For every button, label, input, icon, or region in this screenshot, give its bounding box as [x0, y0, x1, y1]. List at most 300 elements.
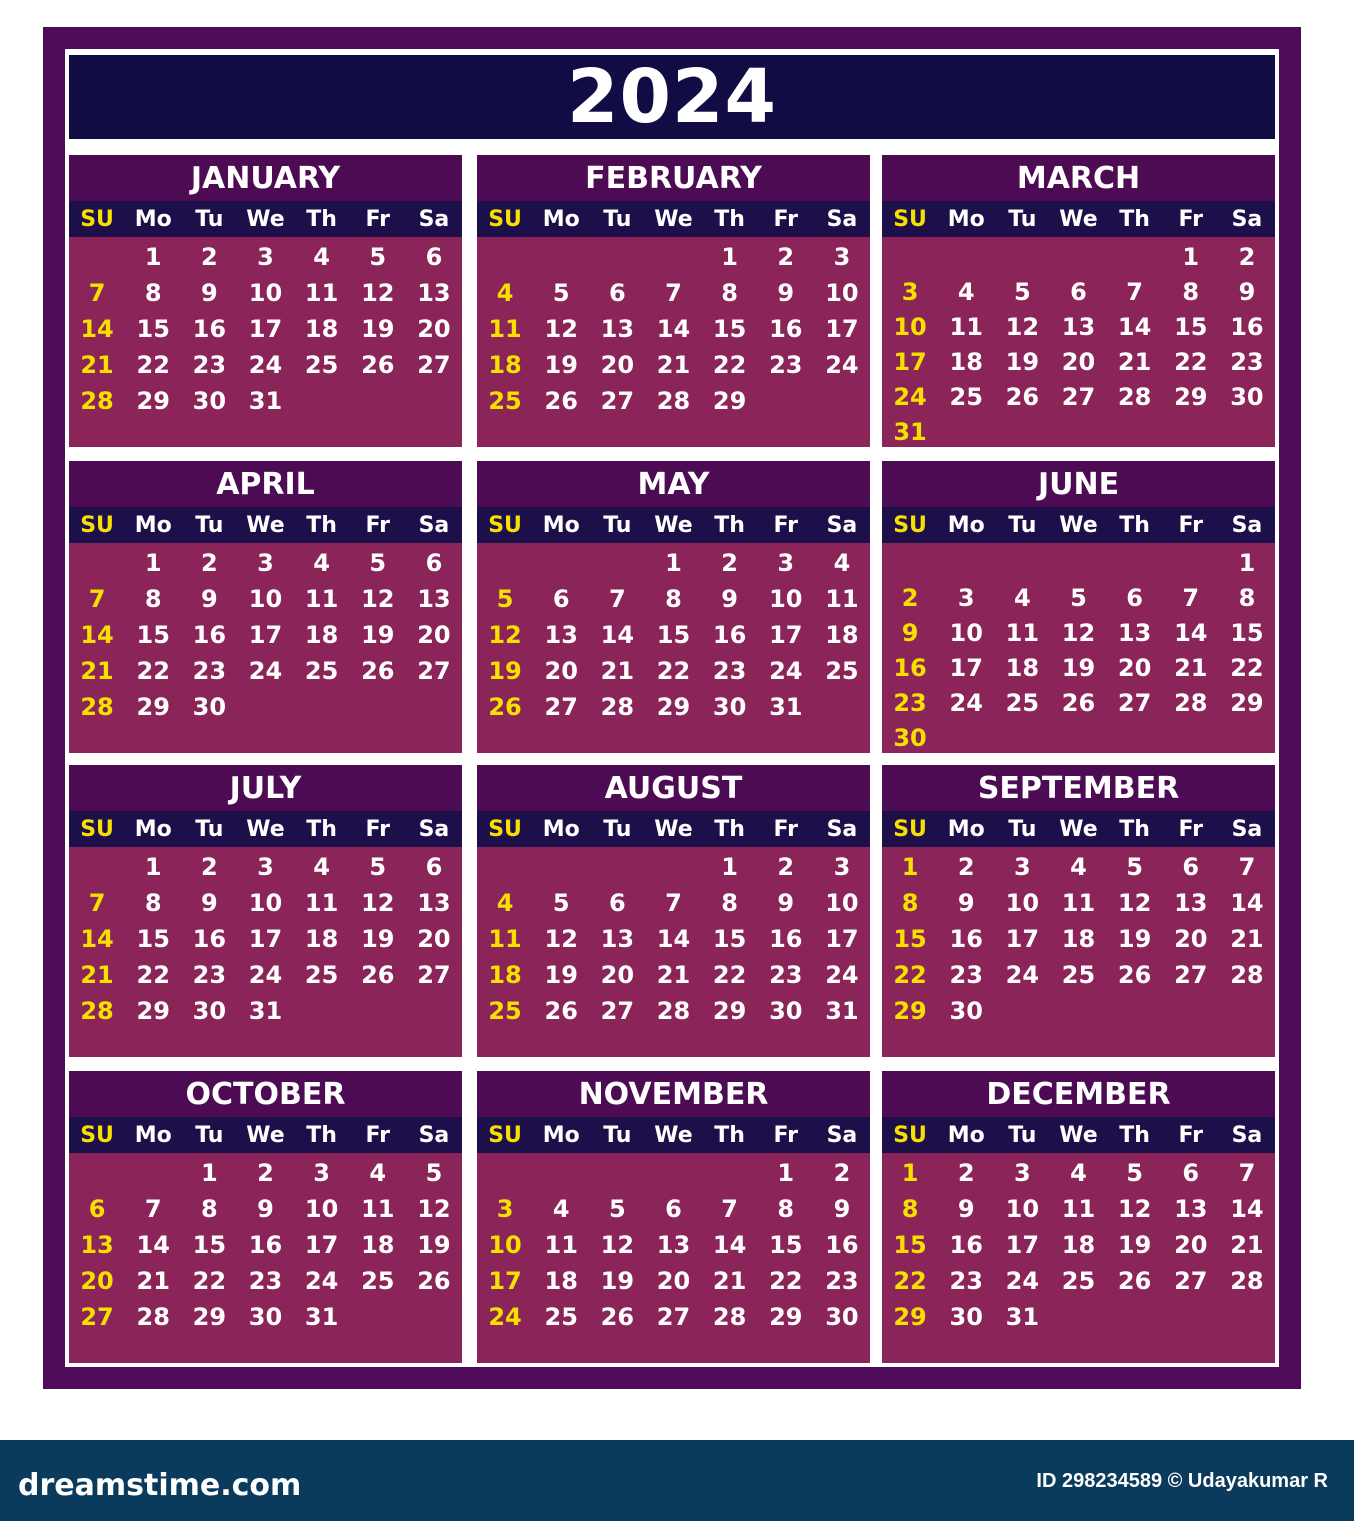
date-cell: 11	[1061, 889, 1096, 917]
date-cell: 1	[665, 549, 682, 577]
date-cell: 22	[769, 1267, 803, 1295]
weekday-header-row	[69, 811, 462, 847]
weekday-label: Tu	[195, 512, 224, 538]
date-cell: 11	[949, 312, 983, 341]
date-cell: 27	[600, 387, 635, 415]
date-cell: 2	[201, 243, 218, 271]
empty-day-cell	[477, 545, 533, 581]
date-cell: 27	[417, 351, 451, 379]
weekday-label: Sa	[1231, 816, 1263, 842]
date-cell: 22	[136, 657, 170, 685]
date-cell: 28	[1230, 961, 1264, 989]
date-cell: 23	[192, 351, 227, 379]
weekday-label: Fr	[1178, 206, 1204, 232]
date-cell: 4	[313, 549, 330, 577]
date-cell: 2	[957, 853, 975, 881]
date-cell: 21	[1117, 347, 1152, 376]
date-cell: 20	[656, 1267, 691, 1295]
date-cell: 27	[1117, 688, 1152, 717]
date-cell: 17	[304, 1231, 339, 1259]
month-name: DECEMBER	[882, 1071, 1275, 1117]
date-cell: 28	[1174, 688, 1208, 717]
date-cell: 11	[304, 279, 339, 307]
day-grid	[477, 847, 870, 1029]
date-cell: 14	[136, 1231, 170, 1259]
date-cell: 11	[361, 1195, 395, 1223]
weekday-label: SU	[893, 206, 927, 232]
day-grid	[477, 237, 870, 419]
date-cell: 11	[1005, 618, 1040, 647]
empty-day-cell	[994, 545, 1050, 580]
date-cell: 18	[304, 925, 339, 953]
date-cell: 25	[949, 382, 983, 411]
empty-day-cell	[994, 239, 1050, 274]
sunday-date: 29	[893, 1303, 927, 1331]
date-cell: 10	[304, 1195, 339, 1223]
date-cell: 6	[425, 243, 443, 271]
weekday-label: SU	[893, 816, 927, 842]
empty-day-cell	[69, 1155, 125, 1191]
date-cell: 12	[1117, 889, 1152, 917]
date-cell: 5	[1014, 277, 1031, 306]
date-cell: 25	[1005, 688, 1040, 717]
sunday-date: 4	[496, 889, 514, 917]
sunday-date: 22	[893, 1267, 927, 1295]
weekday-label: Th	[306, 816, 337, 842]
date-cell: 7	[721, 1195, 738, 1223]
date-cell: 9	[201, 279, 218, 307]
year-title-bar	[69, 55, 1275, 139]
date-cell: 11	[304, 889, 339, 917]
day-grid	[882, 237, 1275, 449]
date-cell: 6	[609, 279, 626, 307]
date-cell: 23	[825, 1267, 859, 1295]
date-cell: 18	[544, 1267, 578, 1295]
sunday-date: 1	[901, 853, 919, 881]
date-cell: 7	[1238, 853, 1256, 881]
date-cell: 12	[417, 1195, 451, 1223]
weekday-label: Mo	[134, 816, 172, 842]
date-cell: 20	[1061, 347, 1096, 376]
weekday-label: Tu	[603, 816, 632, 842]
date-cell: 14	[1230, 1195, 1264, 1223]
date-cell: 27	[544, 693, 578, 721]
date-cell: 20	[600, 351, 635, 379]
date-cell: 10	[1005, 889, 1040, 917]
date-cell: 26	[361, 657, 395, 685]
weekday-label: Sa	[1231, 206, 1263, 232]
empty-day-cell	[589, 545, 645, 581]
day-grid	[477, 543, 870, 725]
weekday-label: Th	[1119, 816, 1150, 842]
weekday-label: SU	[80, 206, 114, 232]
date-cell: 15	[1230, 618, 1264, 647]
date-cell: 15	[1174, 312, 1208, 341]
date-cell: 10	[949, 618, 983, 647]
weekday-label: Tu	[1008, 512, 1037, 538]
date-cell: 1	[721, 243, 738, 271]
empty-day-cell	[1050, 239, 1106, 274]
date-cell: 16	[949, 1231, 983, 1259]
date-cell: 3	[257, 853, 274, 881]
month-name: JANUARY	[69, 155, 462, 201]
month-may	[477, 461, 870, 753]
date-cell: 11	[825, 585, 859, 613]
date-cell: 12	[1117, 1195, 1152, 1223]
date-cell: 22	[712, 961, 747, 989]
date-cell: 4	[1014, 583, 1031, 612]
date-cell: 14	[1230, 889, 1264, 917]
date-cell: 27	[600, 997, 635, 1025]
weekday-label: Mo	[134, 512, 172, 538]
sunday-date: 31	[893, 417, 927, 446]
empty-day-cell	[533, 239, 589, 275]
date-cell: 5	[369, 853, 387, 881]
sunday-date: 7	[88, 279, 106, 307]
date-cell: 12	[361, 585, 395, 613]
date-cell: 30	[248, 1303, 283, 1331]
sunday-date: 15	[893, 1231, 927, 1259]
empty-day-cell	[69, 239, 125, 275]
empty-day-cell	[533, 849, 589, 885]
date-cell: 21	[136, 1267, 170, 1295]
date-cell: 9	[721, 585, 738, 613]
date-cell: 26	[417, 1267, 451, 1295]
date-cell: 19	[417, 1231, 451, 1259]
date-cell: 26	[544, 387, 578, 415]
sunday-date: 14	[80, 925, 114, 953]
weekday-label: We	[246, 512, 285, 538]
month-name: JULY	[69, 765, 462, 811]
date-cell: 6	[1070, 277, 1087, 306]
date-cell: 20	[1174, 925, 1208, 953]
empty-day-cell	[477, 1155, 533, 1191]
date-cell: 31	[1005, 1303, 1040, 1331]
date-cell: 2	[777, 243, 795, 271]
date-cell: 5	[369, 243, 387, 271]
sunday-date: 30	[893, 723, 927, 752]
date-cell: 20	[417, 621, 451, 649]
date-cell: 31	[304, 1303, 339, 1331]
date-cell: 13	[417, 889, 451, 917]
weekday-label: Mo	[134, 1122, 172, 1148]
weekday-label: Th	[714, 1122, 745, 1148]
day-grid	[69, 847, 462, 1029]
date-cell: 10	[825, 889, 859, 917]
sunday-date: 24	[893, 382, 927, 411]
sunday-date: 5	[496, 585, 514, 613]
sunday-date: 18	[488, 351, 522, 379]
date-cell: 28	[600, 693, 635, 721]
date-cell: 5	[1126, 853, 1143, 881]
weekday-header-row	[69, 1117, 462, 1153]
month-name: MAY	[477, 461, 870, 507]
date-cell: 29	[1174, 382, 1208, 411]
date-cell: 18	[304, 315, 339, 343]
sunday-date: 12	[488, 621, 522, 649]
sunday-date: 11	[488, 925, 522, 953]
month-november	[477, 1071, 870, 1363]
date-cell: 30	[825, 1303, 859, 1331]
weekday-label: Mo	[542, 206, 580, 232]
day-grid	[69, 1153, 462, 1335]
date-cell: 30	[712, 693, 747, 721]
date-cell: 14	[1117, 312, 1152, 341]
date-cell: 30	[949, 1303, 983, 1331]
date-cell: 20	[544, 657, 578, 685]
date-cell: 10	[248, 889, 283, 917]
weekday-label: We	[1059, 1122, 1098, 1148]
weekday-label: Tu	[195, 1122, 224, 1148]
date-cell: 28	[656, 387, 691, 415]
date-cell: 27	[656, 1303, 691, 1331]
date-cell: 26	[1117, 1267, 1152, 1295]
weekday-label: Tu	[1008, 206, 1037, 232]
empty-day-cell	[1107, 239, 1163, 274]
date-cell: 24	[825, 351, 859, 379]
date-cell: 7	[1238, 1159, 1256, 1187]
date-cell: 7	[609, 585, 626, 613]
month-name: OCTOBER	[69, 1071, 462, 1117]
weekday-label: Mo	[947, 816, 985, 842]
date-cell: 2	[1238, 242, 1256, 271]
weekday-header-row	[477, 201, 870, 237]
date-cell: 21	[1230, 925, 1264, 953]
weekday-label: SU	[80, 816, 114, 842]
date-cell: 13	[544, 621, 578, 649]
date-cell: 2	[957, 1159, 975, 1187]
date-cell: 4	[369, 1159, 387, 1187]
date-cell: 3	[313, 1159, 330, 1187]
date-cell: 7	[665, 889, 682, 917]
date-cell: 19	[1117, 1231, 1152, 1259]
date-cell: 27	[1174, 961, 1208, 989]
date-cell: 14	[1174, 618, 1208, 647]
sunday-date: 17	[488, 1267, 522, 1295]
month-name: AUGUST	[477, 765, 870, 811]
date-cell: 13	[1174, 1195, 1208, 1223]
sunday-date: 28	[80, 387, 114, 415]
date-cell: 6	[425, 549, 443, 577]
weekday-label: Sa	[1231, 1122, 1263, 1148]
empty-day-cell	[882, 545, 938, 580]
month-name: JUNE	[882, 461, 1275, 507]
date-cell: 23	[949, 1267, 983, 1295]
date-cell: 19	[1061, 653, 1096, 682]
weekday-label: Mo	[947, 1122, 985, 1148]
date-cell: 24	[304, 1267, 339, 1295]
weekday-label: SU	[80, 512, 114, 538]
date-cell: 6	[1182, 853, 1200, 881]
day-grid	[882, 847, 1275, 1029]
date-cell: 22	[712, 351, 747, 379]
empty-day-cell	[1163, 545, 1219, 580]
weekday-label: SU	[893, 1122, 927, 1148]
sunday-date: 4	[496, 279, 514, 307]
date-cell: 6	[425, 853, 443, 881]
empty-day-cell	[1050, 545, 1106, 580]
weekday-label: Tu	[195, 206, 224, 232]
month-august	[477, 765, 870, 1057]
date-cell: 23	[248, 1267, 283, 1295]
date-cell: 1	[144, 549, 162, 577]
date-cell: 6	[1126, 583, 1143, 612]
weekday-label: Sa	[826, 1122, 858, 1148]
date-cell: 6	[665, 1195, 682, 1223]
date-cell: 3	[833, 853, 851, 881]
date-cell: 10	[248, 279, 283, 307]
date-cell: 8	[665, 585, 682, 613]
day-grid	[69, 237, 462, 419]
date-cell: 4	[313, 243, 330, 271]
month-name: APRIL	[69, 461, 462, 507]
date-cell: 12	[544, 315, 578, 343]
sunday-date: 8	[901, 889, 919, 917]
date-cell: 1	[1182, 242, 1200, 271]
date-cell: 8	[721, 889, 738, 917]
date-cell: 16	[192, 621, 227, 649]
date-cell: 30	[1230, 382, 1264, 411]
weekday-label: Fr	[365, 206, 391, 232]
weekday-label: SU	[488, 206, 522, 232]
date-cell: 4	[833, 549, 851, 577]
weekday-label: We	[246, 206, 285, 232]
empty-day-cell	[645, 1155, 701, 1191]
weekday-label: Fr	[365, 816, 391, 842]
weekday-label: Tu	[1008, 816, 1037, 842]
weekday-header-row	[882, 507, 1275, 543]
date-cell: 2	[257, 1159, 274, 1187]
sunday-date: 14	[80, 315, 114, 343]
sunday-date: 10	[893, 312, 927, 341]
date-cell: 29	[192, 1303, 227, 1331]
date-cell: 9	[957, 1195, 975, 1223]
sunday-date: 24	[488, 1303, 522, 1331]
month-september	[882, 765, 1275, 1057]
date-cell: 9	[833, 1195, 851, 1223]
empty-day-cell	[477, 849, 533, 885]
empty-day-cell	[882, 239, 938, 274]
year-title: 2024	[567, 54, 777, 140]
date-cell: 5	[552, 889, 570, 917]
weekday-label: Fr	[773, 816, 799, 842]
date-cell: 9	[777, 889, 795, 917]
date-cell: 23	[712, 657, 747, 685]
date-cell: 23	[769, 351, 803, 379]
date-cell: 26	[361, 961, 395, 989]
date-cell: 7	[1126, 277, 1143, 306]
date-cell: 23	[769, 961, 803, 989]
date-cell: 17	[949, 653, 983, 682]
weekday-label: Tu	[603, 1122, 632, 1148]
weekday-label: We	[246, 816, 285, 842]
date-cell: 10	[769, 585, 803, 613]
month-january	[69, 155, 462, 447]
weekday-label: We	[1059, 512, 1098, 538]
day-grid	[477, 1153, 870, 1335]
day-grid	[882, 1153, 1275, 1335]
footer-bar	[0, 1440, 1354, 1521]
weekday-label: We	[1059, 206, 1098, 232]
month-april	[69, 461, 462, 753]
date-cell: 26	[361, 351, 395, 379]
date-cell: 4	[1070, 1159, 1087, 1187]
footer-brand[interactable]: dreamstime.com	[18, 1468, 302, 1503]
date-cell: 8	[144, 279, 162, 307]
empty-day-cell	[69, 849, 125, 885]
date-cell: 28	[656, 997, 691, 1025]
date-cell: 15	[192, 1231, 227, 1259]
sunday-date: 3	[901, 277, 919, 306]
weekday-label: Fr	[773, 512, 799, 538]
weekday-label: Sa	[418, 1122, 450, 1148]
date-cell: 15	[769, 1231, 803, 1259]
date-cell: 1	[144, 853, 162, 881]
date-cell: 3	[1014, 1159, 1031, 1187]
date-cell: 16	[949, 925, 983, 953]
date-cell: 15	[136, 925, 170, 953]
weekday-label: We	[654, 1122, 693, 1148]
weekday-label: Th	[714, 512, 745, 538]
date-cell: 30	[192, 387, 227, 415]
weekday-label: Sa	[418, 816, 450, 842]
date-cell: 14	[600, 621, 635, 649]
empty-day-cell	[125, 1155, 181, 1191]
sunday-date: 15	[893, 925, 927, 953]
date-cell: 17	[1005, 1231, 1040, 1259]
date-cell: 16	[769, 925, 803, 953]
date-cell: 24	[949, 688, 983, 717]
weekday-label: Fr	[773, 206, 799, 232]
date-cell: 17	[769, 621, 803, 649]
date-cell: 19	[361, 315, 395, 343]
empty-day-cell	[533, 545, 589, 581]
date-cell: 31	[825, 997, 859, 1025]
date-cell: 10	[248, 585, 283, 613]
date-cell: 6	[552, 585, 570, 613]
date-cell: 27	[1061, 382, 1096, 411]
weekday-label: Mo	[947, 206, 985, 232]
sunday-date: 26	[488, 693, 522, 721]
date-cell: 18	[1061, 1231, 1096, 1259]
date-cell: 27	[417, 961, 451, 989]
date-cell: 3	[833, 243, 851, 271]
date-cell: 12	[361, 889, 395, 917]
date-cell: 9	[201, 585, 218, 613]
date-cell: 10	[1005, 1195, 1040, 1223]
sunday-date: 23	[893, 688, 927, 717]
weekday-header-row	[477, 1117, 870, 1153]
date-cell: 13	[1117, 618, 1152, 647]
date-cell: 6	[609, 889, 626, 917]
date-cell: 23	[949, 961, 983, 989]
weekday-label: Th	[306, 512, 337, 538]
date-cell: 17	[248, 315, 283, 343]
date-cell: 1	[201, 1159, 218, 1187]
footer-image-id: ID 298234589 © Udayakumar R	[1036, 1470, 1328, 1492]
month-december	[882, 1071, 1275, 1363]
weekday-label: Sa	[418, 512, 450, 538]
empty-day-cell	[69, 545, 125, 581]
date-cell: 22	[1174, 347, 1208, 376]
date-cell: 26	[1117, 961, 1152, 989]
month-name: NOVEMBER	[477, 1071, 870, 1117]
date-cell: 25	[825, 657, 859, 685]
sunday-date: 16	[893, 653, 927, 682]
weekday-label: Sa	[418, 206, 450, 232]
weekday-label: SU	[488, 1122, 522, 1148]
date-cell: 20	[1174, 1231, 1208, 1259]
